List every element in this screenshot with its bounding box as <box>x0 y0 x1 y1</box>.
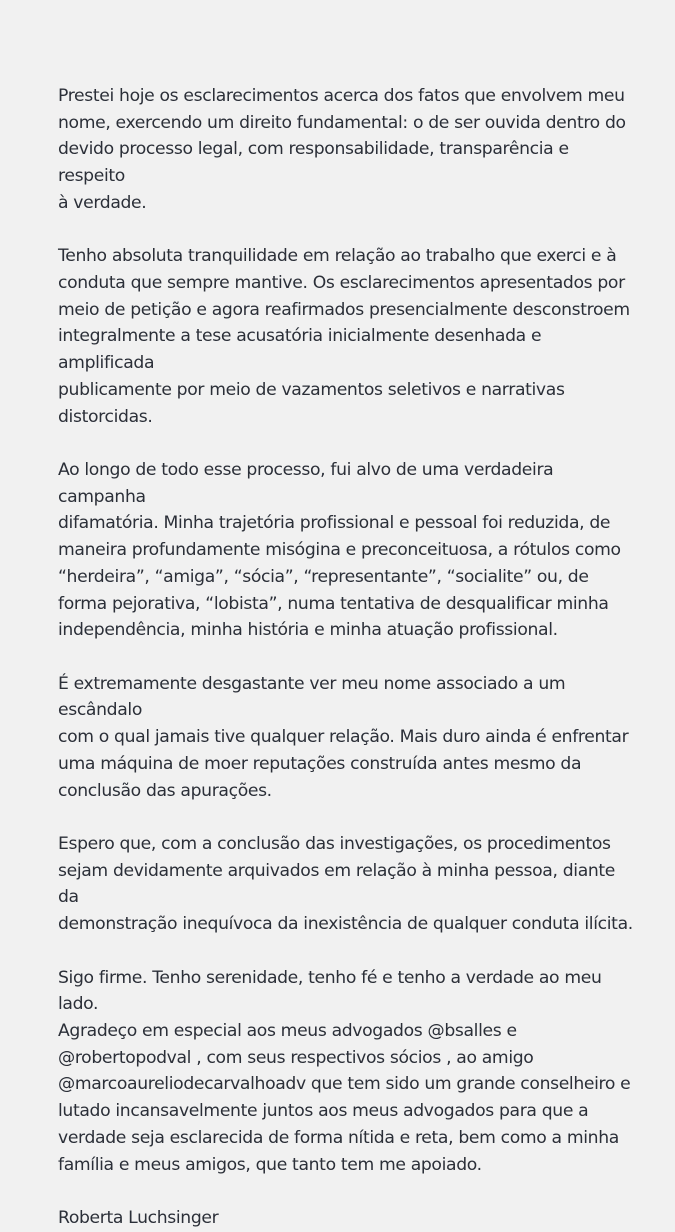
paragraph-scandal: É extremamente desgastante ver meu nome associado a um escândalo com o qual jamais tive qualquer relação. Mais duro ainda é enfrentar uma máquina de moer reputações construída antes mesmo da conclusão das apurações. <box>58 673 629 801</box>
statement-text <box>58 83 638 1232</box>
paragraph-tranquility: Tenho absoluta tranquilidade em relação ao trabalho que exerci e à conduta que sempre mantive. Os esclarecimentos apresentados por meio de petição e agora reafirmados presencialmente desconstroem integralmente a tese acusatória inicialmente desenhada e amplificada publicamente por meio de vazamentos seletivos e narrativas distorcidas. <box>58 246 630 427</box>
paragraph-thanks: Sigo firme. Tenho serenidade, tenho fé e tenho a verdade ao meu lado. Agradeço em especial aos meus advogados @bsalles e @robertopodval , com seus respectivos sócios , ao amigo @marcoaureliodecarvalhoadv que tem sido um grande conselheiro e lutado incansavelmente juntos aos meus advogados para que a verdade seja esclarecida de forma nítida e reta, bem como a minha família e meus amigos, que tanto tem me apoiado. <box>58 967 631 1175</box>
paragraph-expectation: Espero que, com a conclusão das investigações, os procedimentos sejam devidamente arquivados em relação à minha pessoa, diante da demonstração inequívoca da inexistência de qualquer conduta ilícita. <box>58 834 633 935</box>
paragraph-clarification: Prestei hoje os esclarecimentos acerca dos fatos que envolvem meu nome, exercendo um direito fundamental: o de ser ouvida dentro do devido processo legal, com responsabilidade, transparência e respeito à verdade. <box>58 86 626 213</box>
signature: Roberta Luchsinger <box>58 1208 219 1229</box>
paragraph-defamation: Ao longo de todo esse processo, fui alvo de uma verdadeira campanha difamatória. Minha trajetória profissional e pessoal foi reduzida, de maneira profundamente misógina e preconceituosa, a rótulos como “herdeira”, “amiga”, “sócia”, “representante”, “socialite” ou, de forma pejorativa, “lobista”, numa tentativa de desqualificar minha independência, minha história e minha atuação profissional. <box>58 460 621 641</box>
